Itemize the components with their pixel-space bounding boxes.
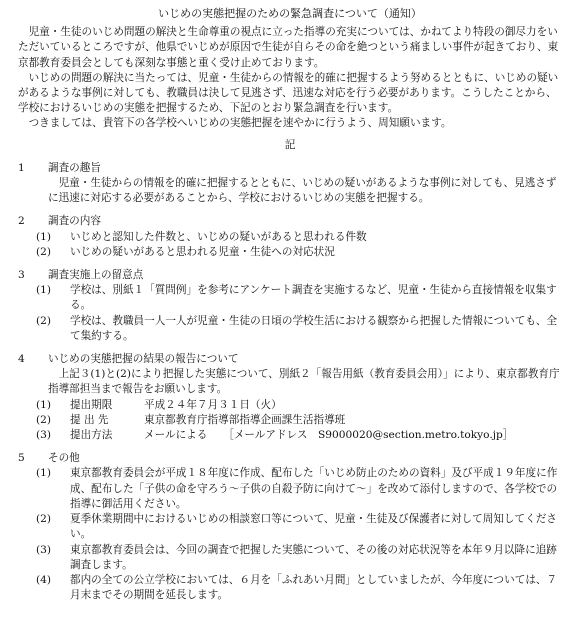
section-title: いじめの実態把握の結果の報告について bbox=[48, 353, 239, 366]
section-4 bbox=[18, 352, 562, 443]
section-2 bbox=[18, 214, 562, 260]
section-number: 2 bbox=[18, 215, 25, 228]
item-value: 平成２４年７月３１日（火） bbox=[144, 398, 282, 411]
section-heading bbox=[18, 214, 562, 229]
list-item bbox=[18, 283, 562, 313]
item-text: 都内の全ての公立学校においては、６月を「ふれあい月間」としていましたが、今年度については、７月末までその期間を延長します。 bbox=[70, 573, 558, 602]
item-number: (4) bbox=[36, 573, 52, 586]
intro-paragraph-2: いじめの問題の解決に当たっては、児童・生徒からの情報を的確に把握するよう努めるとともに、いじめの疑いがあるような事例に対しても、教職員は決して見逃さず、迅速な対応を行う必要があります。こうしたことから、学校におけるいじめの実態を把握するため、下記のとおり緊急調査を行います。 bbox=[18, 71, 559, 115]
section-number: 4 bbox=[18, 353, 25, 366]
section-title: 調査実施上の留意点 bbox=[48, 269, 144, 282]
item-label: 提 出 先 bbox=[70, 413, 109, 426]
section-3 bbox=[18, 268, 562, 344]
item-number: (1) bbox=[36, 398, 52, 411]
list-item bbox=[18, 314, 562, 344]
section-body: 児童・生徒からの情報を的確に把握するとともに、いじめの疑いがあるような事例に対しても、見逃さずに迅速に対応する必要があることから、学校におけるいじめの実態を把握する。 bbox=[48, 177, 557, 205]
item-number: (2) bbox=[36, 513, 52, 526]
section-heading bbox=[18, 451, 562, 466]
list-item bbox=[18, 543, 562, 573]
item-label: 提出方法 bbox=[70, 429, 113, 442]
email-address: メールによる ［メールアドレス S9000020@section.metro.tokyo.jp］ bbox=[144, 429, 514, 442]
item-number: (3) bbox=[36, 429, 52, 442]
item-number: (1) bbox=[36, 467, 52, 480]
list-item bbox=[18, 398, 562, 413]
item-text: 学校は、別紙１「質問例」を参考にアンケート調査を実施するなど、児童・生徒から直接情報を収集する。 bbox=[70, 284, 557, 312]
item-number: (2) bbox=[36, 314, 52, 327]
list-item bbox=[18, 573, 562, 603]
item-text: 東京都教育委員会が平成１８年度に作成、配布した「いじめ防止のための資料」及び平成１９年度に作成、配布した「子供の命を守ろう～子供の自殺予防に向けて～」を改めて添付しますので、各学校での指導に御活用ください。 bbox=[70, 467, 558, 510]
list-item bbox=[18, 245, 562, 260]
item-number: (3) bbox=[36, 543, 52, 556]
section-heading bbox=[18, 268, 562, 283]
list-item bbox=[18, 512, 562, 542]
item-text: 東京都教育委員会は、今回の調査で把握した実態について、その後の対応状況等を本年９月以降に追跡調査します。 bbox=[70, 543, 557, 571]
section-heading bbox=[18, 352, 562, 367]
section-number: 1 bbox=[18, 161, 25, 174]
item-number: (1) bbox=[36, 230, 52, 243]
item-label: 提出期限 bbox=[70, 398, 113, 411]
item-number: (1) bbox=[36, 284, 52, 297]
item-text: いじめの疑いがあると思われる児童・生徒への対応状況 bbox=[70, 245, 335, 258]
list-item bbox=[18, 413, 562, 428]
list-item bbox=[18, 230, 562, 245]
section-number: 5 bbox=[18, 452, 25, 465]
section-title: 調査の趣旨 bbox=[48, 161, 101, 174]
section-heading bbox=[18, 161, 562, 176]
list-item bbox=[18, 428, 562, 443]
document-title: いじめの実態把握のための緊急調査について（通知） bbox=[158, 7, 422, 20]
item-number: (2) bbox=[36, 245, 52, 258]
item-text: 夏季休業期間中におけるいじめの相談窓口等について、児童・生徒及び保護者に対して周知してください。 bbox=[70, 513, 557, 541]
item-text: いじめと認知した件数と、いじめの疑いがあると思われる件数 bbox=[70, 230, 367, 243]
item-text: 学校は、教職員一人一人が児童・生徒の日頃の学校生活における観察から把握した情報についても、全て集約する。 bbox=[70, 314, 558, 342]
section-number: 3 bbox=[18, 269, 25, 282]
item-number: (2) bbox=[36, 413, 52, 426]
list-item bbox=[18, 466, 562, 512]
section-5 bbox=[18, 451, 562, 603]
section-body: 上記３(1)と(2)により把握した実態について、別紙２「報告用紙（教育委員会用）」により、東京都教育庁指導部担当まで報告をお願いします。 bbox=[48, 368, 560, 396]
intro-paragraph-3: つきましては、貴管下の各学校へいじめの実態把握を速やかに行うよう、周知願います。 bbox=[28, 117, 452, 130]
section-1 bbox=[18, 161, 562, 207]
section-title: その他 bbox=[48, 452, 80, 465]
ki-marker: 記 bbox=[284, 138, 296, 151]
section-title: 調査の内容 bbox=[48, 215, 101, 228]
item-value: 東京都教育庁指導部指導企画課生活指導班 bbox=[144, 413, 346, 426]
intro-paragraph-1: 児童・生徒のいじめ問題の解決と生命尊重の視点に立った指導の充実については、かねてより特段の御尽力をいただいているところですが、他県でいじめが原因で生徒が自らその命を絶つという痛ましい事件が起きており、東京都教育委員会としても深刻な事態と重く受け止めております。 bbox=[18, 26, 559, 69]
